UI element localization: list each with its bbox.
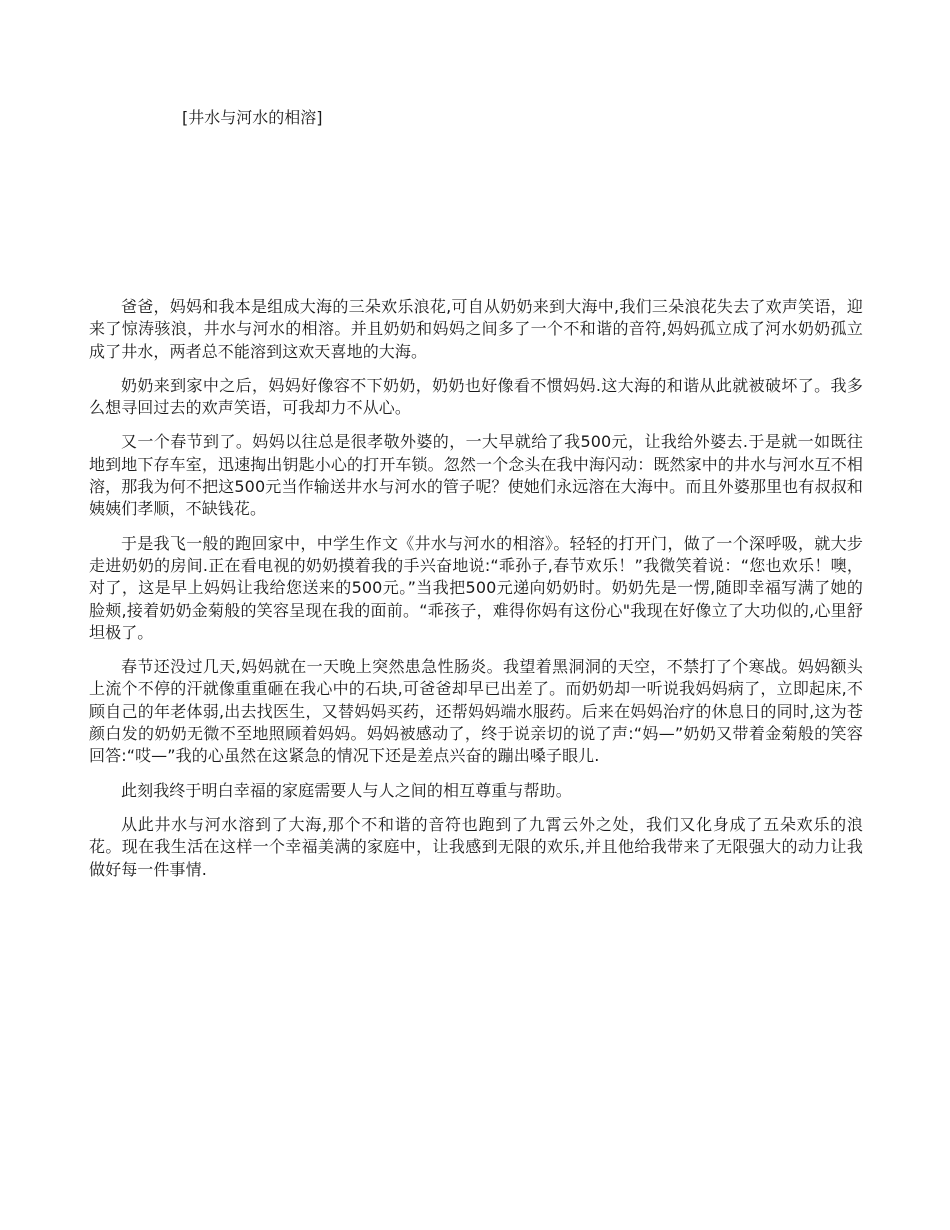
paragraph-3: 又一个春节到了。妈妈以往总是很孝敬外婆的，一大早就给了我500元，让我给外婆去.于是就一如既往地到地下存车室，迅速掏出钥匙小心的打开车锁。忽然一个念头在我中海闪动：既然家中的井水与河水互不相溶，那我为何不把这500元当作输送井水与河水的管子呢？使她们永远溶在大海中。而且外婆那里也有叔叔和姨姨们孝顺，不缺钱花。 [89, 432, 863, 519]
paragraph-5: 春节还没过几天,妈妈就在一天晚上突然患急性肠炎。我望着黑洞洞的天空，不禁打了个寒战。妈妈额头上流个不停的汗就像重重砸在我心中的石块,可爸爸却早已出差了。而奶奶却一听说我妈妈病了，立即起床,不顾自己的年老体弱,出去找医生，又替妈妈买药，还帮妈妈端水服药。后来在妈妈治疗的休息日的同时,这为苍颜白发的奶奶无微不至地照顾着妈妈。妈妈被感动了，终于说亲切的说了声:“妈—”奶奶又带着金菊般的笑容回答:“哎—”我的心虽然在这紧急的情况下还是差点兴奋的蹦出嗓子眼儿. [89, 657, 863, 766]
paragraph-4: 于是我飞一般的跑回家中，中学生作文《井水与河水的相溶》。轻轻的打开门，做了一个深呼吸，就大步走进奶奶的房间.正在看电视的奶奶摸着我的手兴奋地说:“乖孙子,春节欢乐！”我微笑着说：“您也欢乐！噢，对了，这是早上妈妈让我给您送来的500元。”当我把500元递向奶奶时。奶奶先是一愣,随即幸福写满了她的脸颊,接着奶奶金菊般的笑容呈现在我的面前。“乖孩子，难得你妈有这份心"我现在好像立了大功似的,心里舒坦极了。 [89, 533, 863, 642]
document-body [89, 296, 863, 893]
paragraph-1: 爸爸，妈妈和我本是组成大海的三朵欢乐浪花,可自从奶奶来到大海中,我们三朵浪花失去了欢声笑语，迎来了惊涛骇浪，井水与河水的相溶。并且奶奶和妈妈之间多了一个不和谐的音符,妈妈孤立成了河水奶奶孤立成了井水，两者总不能溶到这欢天喜地的大海。 [89, 297, 863, 361]
paragraph-7: 从此井水与河水溶到了大海,那个不和谐的音符也跑到了九霄云外之处，我们又化身成了五朵欢乐的浪花。现在我生活在这样一个幸福美满的家庭中，让我感到无限的欢乐,并且他给我带来了无限强大的动力让我做好每一件事情. [89, 814, 863, 879]
document-title: [井水与河水的相溶] [182, 108, 323, 127]
paragraph-6: 此刻我终于明白幸福的家庭需要人与人之间的相互尊重与帮助。 [121, 780, 572, 800]
paragraph-2: 奶奶来到家中之后，妈妈好像容不下奶奶，奶奶也好像看不惯妈妈.这大海的和谐从此就被破坏了。我多么想寻回过去的欢声笑语，可我却力不从心。 [89, 375, 863, 418]
